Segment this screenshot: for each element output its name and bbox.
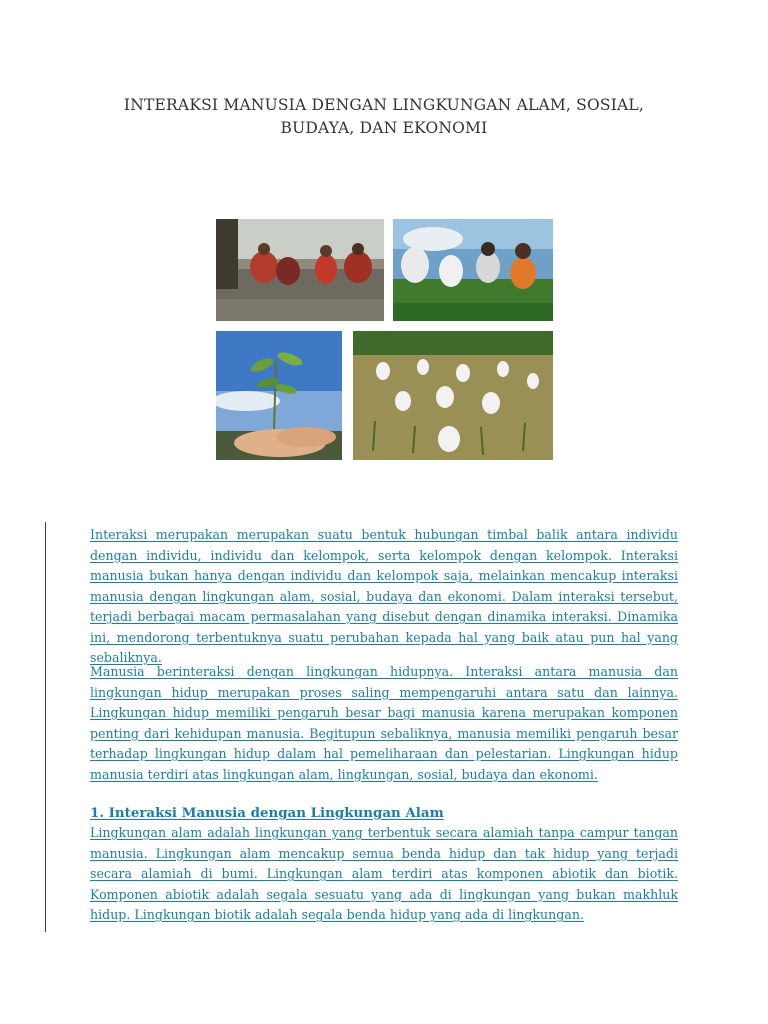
title-line-2: BUDAYA, DAN EKONOMI [280,119,488,137]
paragraph-human-environment[interactable]: Manusia berinteraksi dengan lingkungan hidupnya. Interaksi antara manusia dan lingkungan hidup merupakan proses saling mempengaruhi antara satu dan lainnya. Lingkungan hidup memiliki pengaruh besar bagi manusia karena merupakan komponen penting dari kehidupan manusia. Begitupun sebaliknya, manusia memiliki pengaruh besar terhadap lingkungan hidup dalam hal pemeliharaan dan pelestarian. Lingkungan hidup manusia terdiri atas lingkungan alam, lingkungan, sosial, budaya dan ekonomi. [90,664,678,782]
section-heading-natural-environment[interactable]: 1. Interaksi Manusia dengan Lingkungan Alam [90,805,444,821]
photo-group-planting-mangroves [353,331,553,460]
title-line-1: INTERAKSI MANUSIA DENGAN LINGKUNGAN ALAM, SOSIAL, [123,96,645,114]
margin-rule [45,522,46,932]
document-title [90,94,678,140]
paragraph-introduction[interactable]: Interaksi merupakan merupakan suatu bentuk hubungan timbal balik antara individu dengan individu, individu dan kelompok, serta kelompok dengan kelompok. Interaksi manusia bukan hanya dengan individu dan kelompok saja, melainkan mencakup interaksi manusia dengan lingkungan alam, sosial, budaya dan ekonomi. Dalam interaksi tersebut, terjadi berbagai macam permasalahan yang disebut dengan dinamika interaksi. Dinamika ini, mendorong terbentuknya suatu perubahan kepada hal yang baik atau pun hal yang sebaliknya. [90,527,678,665]
paragraph-natural-environment[interactable]: Lingkungan alam adalah lingkungan yang terbentuk secara alamiah tanpa campur tangan manusia. Lingkungan alam mencakup semua benda hidup dan tak hidup yang terjadi secara alamiah di bumi. Lingkungan alam terdiri atas komponen abiotik dan biotik. Komponen abiotik adalah segala sesuatu yang ada di lingkungan yang bukan makhluk hidup. Lingkungan biotik adalah segala benda hidup yang ada di lingkungan. [90,825,678,922]
photo-children-planting-seedlings [393,219,553,321]
photo-hands-holding-seedling [216,331,342,460]
photo-people-planting-on-mudflat [216,219,384,321]
